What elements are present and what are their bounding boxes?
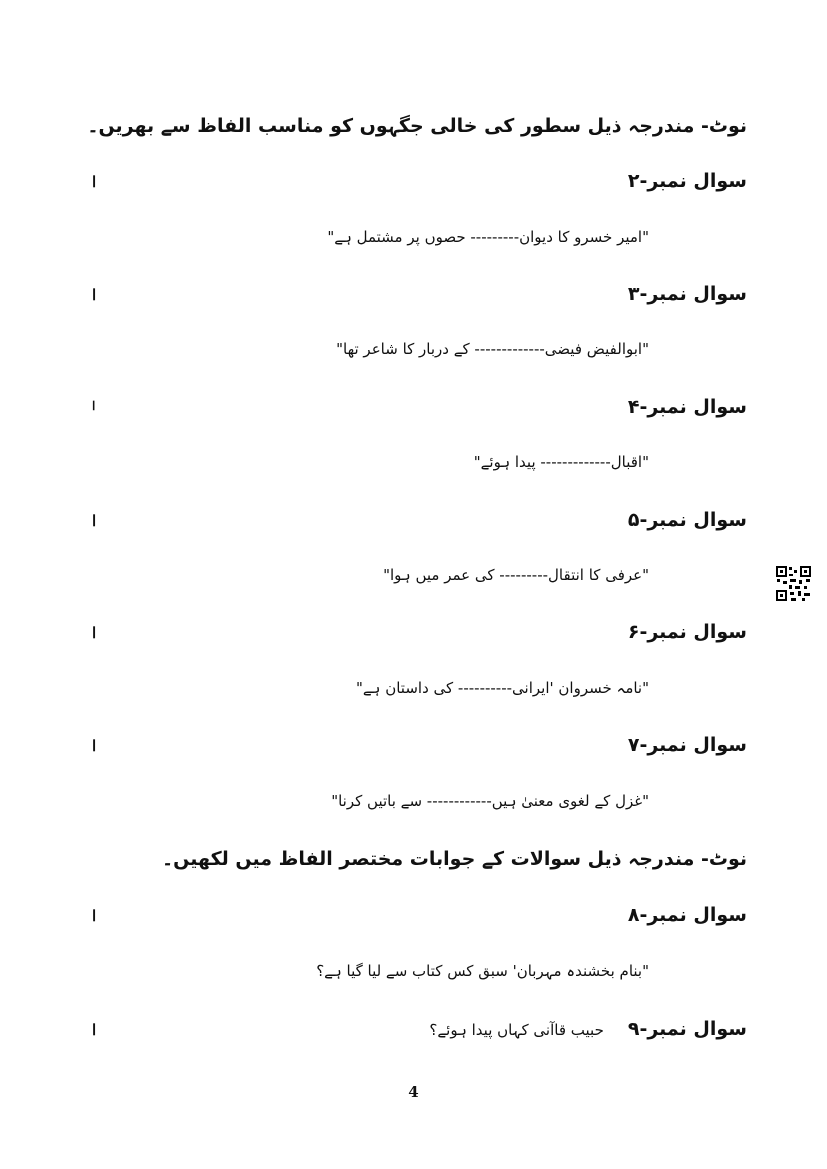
question-6-text: "نامہ خسروان 'ایرانی---------- کی داستان ہے"	[355, 679, 649, 697]
question-8-mark: ا	[92, 907, 97, 925]
question-4-mark: ا	[92, 399, 96, 413]
question-7-mark: ا	[92, 737, 97, 755]
qr-code-icon	[775, 565, 812, 602]
question-5-label: سوال نمبر-۵	[627, 509, 747, 531]
question-9-row	[429, 1018, 747, 1040]
question-3-mark: ا	[92, 286, 97, 304]
question-9-label: سوال نمبر-۹	[627, 1018, 747, 1040]
question-9-text: حبیب قاآنی کہاں پیدا ہوئے؟	[429, 1021, 604, 1039]
question-8-text: "بنام بخشندہ مہربان' سبق کس کتاب سے لیا گیا ہے؟	[316, 962, 649, 980]
question-7-label: سوال نمبر-۷	[627, 734, 747, 756]
question-2-label: سوال نمبر-۲	[627, 170, 747, 192]
question-3-text: "ابوالفیض فیضی------------- کے دربار کا شاعر تھا"	[336, 340, 649, 358]
question-6-mark: ا	[92, 624, 97, 642]
page-number: 4	[408, 1083, 419, 1101]
question-8-label: سوال نمبر-۸	[627, 904, 747, 926]
note-fill-blanks: نوٹ- مندرجہ ذیل سطور کی خالی جگہوں کو مناسب الفاظ سے بھریں۔	[87, 115, 747, 137]
question-2-text: "امیر خسرو کا دیوان--------- حصوں پر مشتمل ہے"	[327, 228, 649, 246]
question-9-mark: ا	[92, 1021, 97, 1039]
question-7-text: "غزل کے لغوی معنیٰ ہیں------------ سے باتیں کرنا"	[331, 792, 649, 810]
question-5-mark: ا	[92, 512, 97, 530]
question-2-mark: ا	[92, 173, 97, 191]
question-4-label: سوال نمبر-۴	[627, 396, 747, 418]
note-short-answers: نوٹ- مندرجہ ذیل سوالات کے جوابات مختصر الفاظ میں لکھیں۔	[162, 848, 747, 870]
question-3-label: سوال نمبر-۳	[627, 283, 747, 305]
question-6-label: سوال نمبر-۶	[627, 621, 747, 643]
question-4-text: "اقبال------------- پیدا ہوئے"	[473, 453, 649, 471]
question-5-text: "عرفی کا انتقال--------- کی عمر میں ہوا"	[383, 566, 649, 584]
